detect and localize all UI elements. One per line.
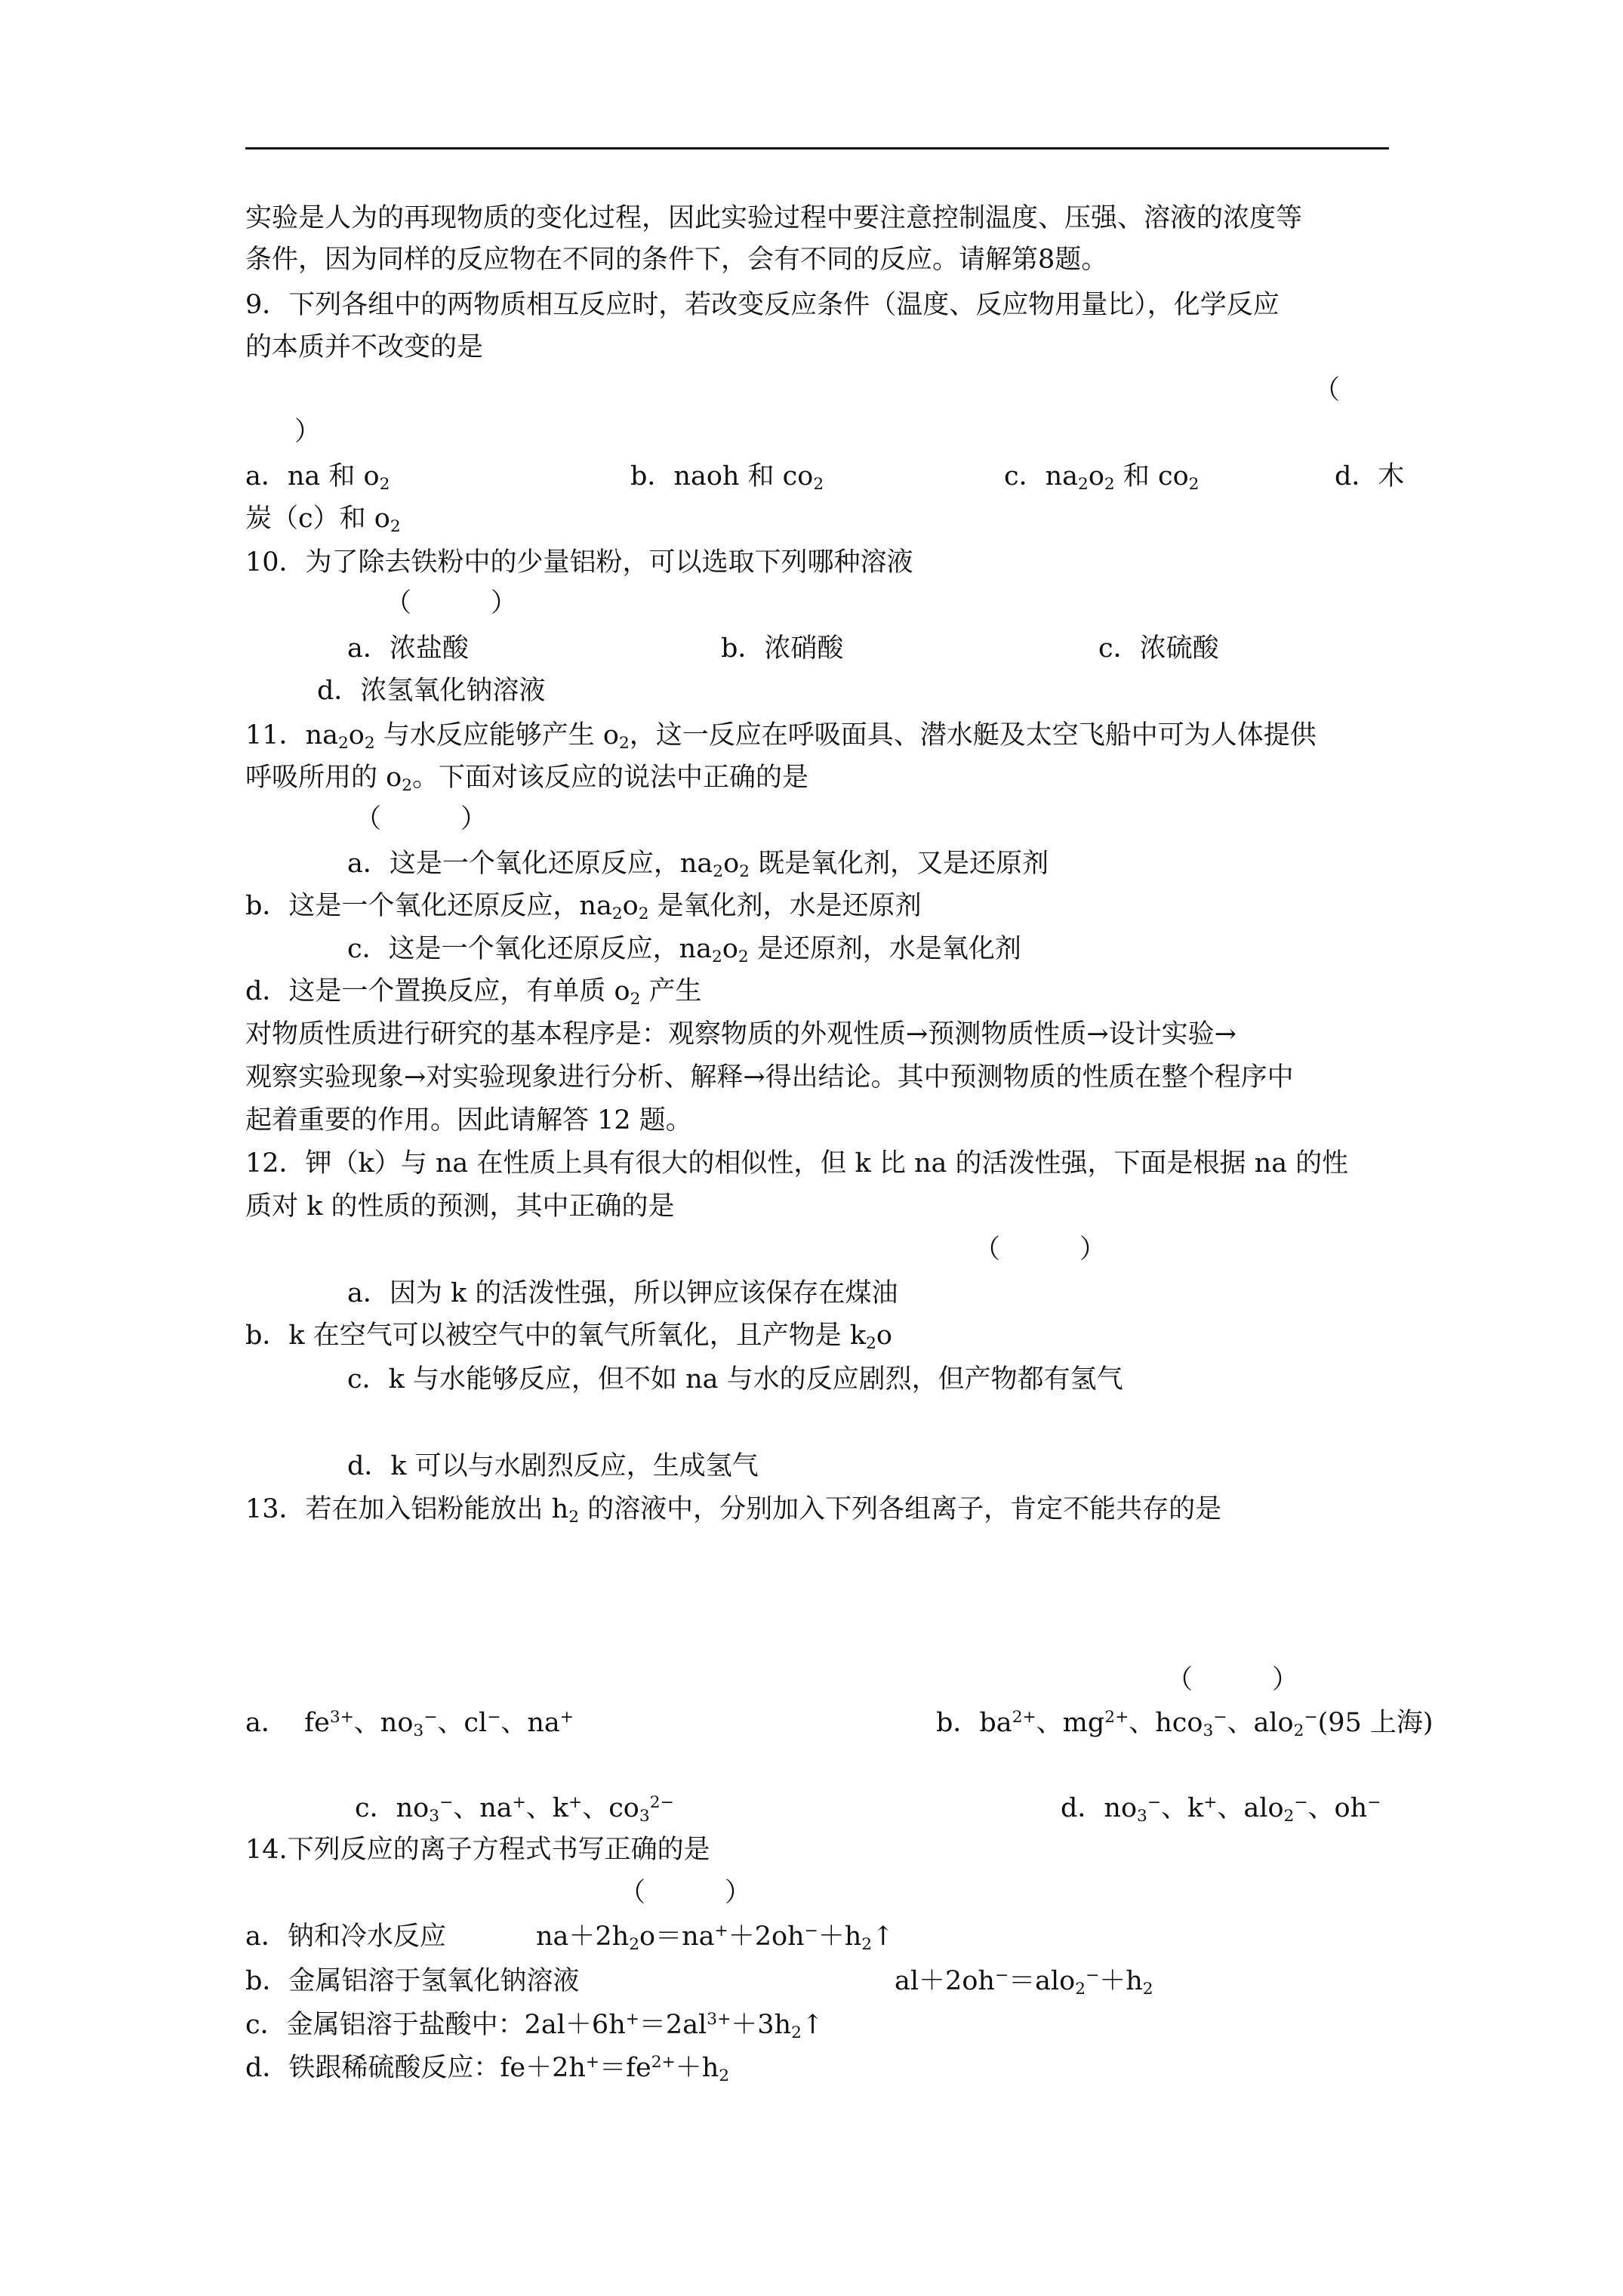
q14-answer-paren: （ ） bbox=[619, 1878, 752, 1908]
q12-option-b: b．k 在空气可以被空气中的氧气所氧化，且产物是 $k_2o$ bbox=[245, 1321, 892, 1354]
intro2-line-1: 对物质性质进行研究的基本程序是：观察物质的外观性质→预测物质性质→设计实验→ bbox=[245, 1019, 1236, 1049]
q14-option-b-label: b．金属铝溶于氢氧化钠溶液 bbox=[245, 1966, 580, 1996]
q10-stem: 10．为了除去铁粉中的少量铝粉，可以选取下列哪种溶液 bbox=[245, 547, 913, 578]
q10-option-a: a．浓盐酸 bbox=[347, 633, 469, 664]
intro-line-1: 实验是人为的再现物质的变化过程，因此实验过程中要注意控制温度、压强、溶液的浓度等 bbox=[245, 203, 1303, 233]
q11-option-d: d．这是一个置换反应，有单质 $o_2$ 产生 bbox=[245, 976, 702, 1009]
intro-line-2: 条件，因为同样的反应物在不同的条件下，会有不同的反应。请解第8题。 bbox=[245, 245, 1108, 275]
q12-option-c: c．k 与水能够反应，但不如 na 与水的反应剧烈，但产物都有氢气 bbox=[347, 1364, 1123, 1395]
q10-option-c: c．浓硫酸 bbox=[1098, 633, 1219, 664]
q9-answer-paren-open: （ bbox=[1313, 375, 1341, 405]
q14-option-a-label: a．钠和冷水反应 bbox=[245, 1922, 446, 1952]
q11-stem-line-2: 呼吸所用的 $o_2$。下面对该反应的说法中正确的是 bbox=[245, 763, 809, 796]
q9-option-b: b．naoh 和 $co_2$ bbox=[630, 461, 824, 495]
q14-option-d: d．铁跟稀硫酸反应：$fe+2h^+=fe^{2+}+h_2$ bbox=[245, 2053, 730, 2086]
q14-stem: 14.下列反应的离子方程式书写正确的是 bbox=[245, 1835, 710, 1865]
q10-option-b: b．浓硝酸 bbox=[721, 633, 844, 664]
intro2-line-3: 起着重要的作用。因此请解答 12 题。 bbox=[245, 1105, 692, 1136]
q9-option-d: d．木 bbox=[1335, 461, 1405, 492]
q14-option-b-equation: $al+2oh^-=alo_2^-+h_2$ bbox=[895, 1966, 1153, 1999]
q11-option-a: a．这是一个氧化还原反应，$na_2o_2$ 既是氧化剂，又是还原剂 bbox=[347, 849, 1049, 882]
q13-option-b: b．$ba^{2+}$、$mg^{2+}$、hco$_3$−、alo$_2$−(95 上海) bbox=[936, 1708, 1434, 1741]
q13-stem: 13．若在加入铝粉能放出 $h_2$ 的溶液中，分别加入下列各组离子，肯定不能共存的是 bbox=[245, 1494, 1222, 1527]
header-rule bbox=[245, 147, 1389, 149]
q10-option-d: d．浓氢氧化钠溶液 bbox=[317, 676, 546, 706]
q13-option-d: d．$no_3^-$、k+、alo$_2$−、oh− bbox=[1061, 1793, 1381, 1826]
q9-option-d-cont: 炭（c）和 $o_2$ bbox=[245, 504, 401, 537]
intro2-line-2: 观察实验现象→对实验现象进行分析、解释→得出结论。其中预测物质的性质在整个程序中 bbox=[245, 1062, 1294, 1093]
q9-answer-paren-close: ） bbox=[294, 417, 322, 447]
q11-option-b: b．这是一个氧化还原反应，$na_2o_2$ 是氧化剂，水是还原剂 bbox=[245, 891, 922, 924]
q9-stem-line-1: 9．下列各组中的两物质相互反应时，若改变反应条件（温度、反应物用量比），化学反应 bbox=[245, 290, 1280, 320]
q13-answer-paren: （ ） bbox=[1166, 1665, 1299, 1695]
q14-option-c: c．金属铝溶于盐酸中：$2al+6h^+=2al^{3+}+3h_2↑$ bbox=[245, 2010, 824, 2043]
q12-stem-line-1: 12．钾（k）与 na 在性质上具有很大的相似性，但 k 比 na 的活泼性强，下面是根据 na 的性 bbox=[245, 1148, 1349, 1179]
q11-stem-line-1: 11．$na_2o_2$ 与水反应能够产生 $o_2$，这一反应在呼吸面具、潜水艇及太空飞船中可为人体提供 bbox=[245, 720, 1317, 754]
q9-option-c: c．$na_2o_2$ 和 $co_2$ bbox=[1004, 461, 1200, 495]
q14-option-a-equation: $na+2h_2o=na^++2oh^-+h_2↑$ bbox=[536, 1922, 895, 1955]
q12-option-d: d．k 可以与水剧烈反应，生成氢气 bbox=[347, 1451, 759, 1481]
q10-answer-paren: （ ） bbox=[385, 588, 518, 618]
q11-option-c: c．这是一个氧化还原反应，$na_2o_2$ 是还原剂，水是氧化剂 bbox=[347, 934, 1021, 967]
q11-answer-paren: （ ） bbox=[355, 804, 488, 834]
q13-option-c: c．$no_3^-$、na+、k+、$co_3^{2-}$ bbox=[355, 1793, 674, 1826]
q12-option-a: a．因为 k 的活泼性强，所以钾应该保存在煤油 bbox=[347, 1278, 898, 1308]
q9-option-a: a．na 和 $o_2$ bbox=[245, 461, 390, 495]
q9-stem-line-2: 的本质并不改变的是 bbox=[245, 332, 484, 362]
q13-option-a: a． $fe^{3+}$、$no_3^-$、cl−、na+ bbox=[245, 1708, 574, 1741]
q12-answer-paren: （ ） bbox=[974, 1234, 1107, 1265]
q12-stem-line-2: 质对 k 的性质的预测，其中正确的是 bbox=[245, 1191, 675, 1222]
